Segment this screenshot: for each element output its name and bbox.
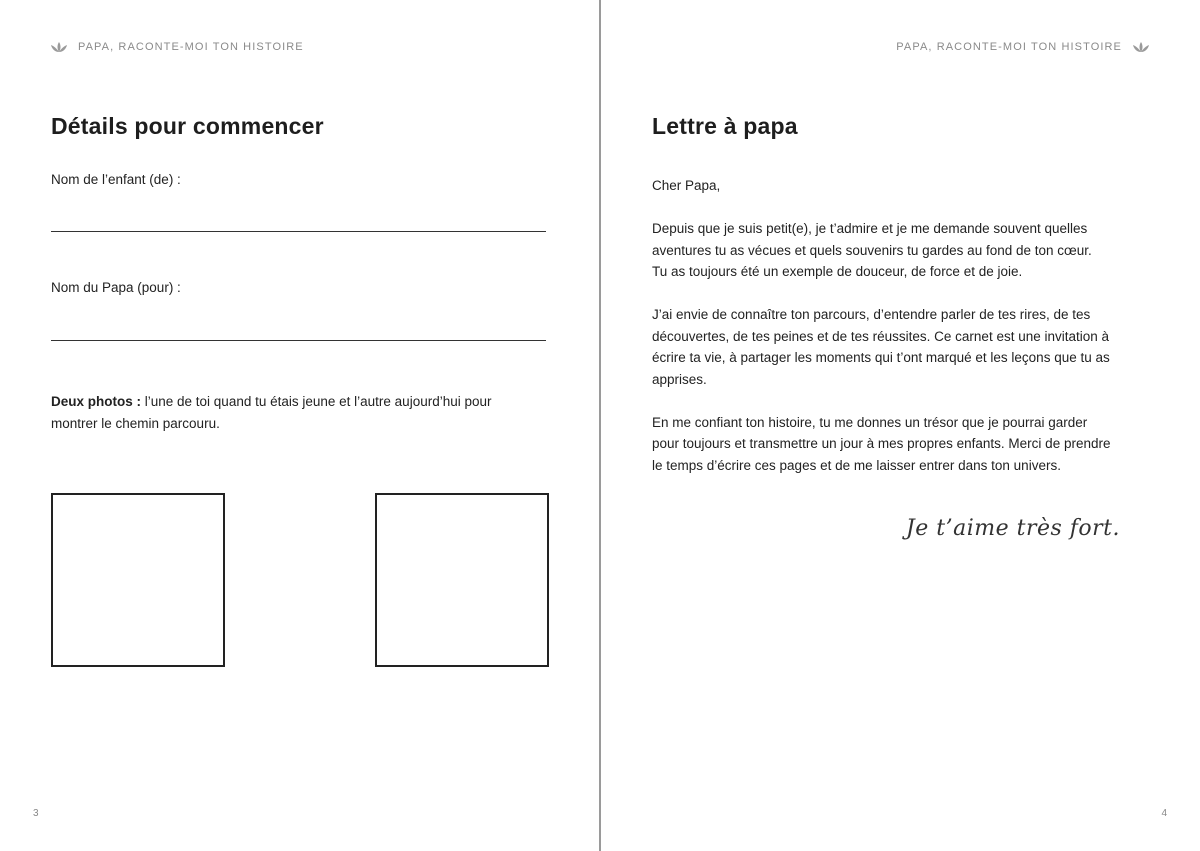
- lotus-icon: [50, 41, 68, 53]
- letter-line: écrire ta vie, à partager les moments qui t’ont marqué et les leçons que tu as: [652, 350, 1110, 365]
- photos-description: l’une de toi quand tu étais jeune et l’autre aujourd’hui pour montrer le chemin parcouru.: [51, 394, 492, 431]
- letter-line: En me confiant ton histoire, tu me donnes un trésor que je pourrai garder: [652, 414, 1088, 430]
- page-title: Détails pour commencer: [51, 113, 324, 139]
- running-head-text: PAPA, RACONTE-MOI TON HISTOIRE: [896, 41, 1122, 53]
- photos-label: Deux photos :: [51, 394, 141, 409]
- letter-greeting: Cher Papa,: [652, 178, 721, 193]
- letter-line: Tu as toujours été un exemple de douceur, de force et de joie.: [652, 264, 1023, 279]
- letter-line: Depuis que je suis petit(e), je t’admire et je me demande souvent quelles: [652, 221, 1088, 236]
- letter-paragraph-1: [652, 218, 1152, 283]
- letter-paragraph-2: [652, 304, 1152, 390]
- letter-line: découvertes, de tes peines et de tes réussites. Ce carnet est une invitation à: [652, 328, 1110, 344]
- photo-frame-today[interactable]: [375, 493, 549, 667]
- letter-paragraph-3: [652, 412, 1152, 477]
- child-name-label: Nom de l’enfant (de) :: [51, 172, 181, 187]
- lotus-icon: [1132, 41, 1150, 53]
- running-head: [896, 41, 1150, 53]
- dad-name-line[interactable]: [51, 340, 546, 341]
- dad-name-label: Nom du Papa (pour) :: [51, 280, 181, 295]
- page-title: Lettre à papa: [652, 113, 798, 139]
- photo-frame-young[interactable]: [51, 493, 225, 667]
- child-name-line[interactable]: [51, 231, 546, 232]
- letter-line: aventures tu as vécues et quels souvenirs tu gardes au fond de ton cœur.: [652, 242, 1092, 258]
- page-number: 4: [1161, 808, 1167, 819]
- letter-line: pour toujours et transmettre un jour à mes propres enfants. Merci de prendre: [652, 436, 1111, 451]
- photos-instructions: [51, 391, 541, 435]
- running-head-text: PAPA, RACONTE-MOI TON HISTOIRE: [78, 41, 304, 53]
- letter-line: apprises.: [652, 371, 707, 387]
- page-number: 3: [33, 808, 39, 819]
- right-page: [601, 0, 1200, 851]
- letter-signature: Je t’aime très fort.: [905, 516, 1120, 541]
- letter-body: [652, 175, 1152, 498]
- running-head: [50, 41, 304, 53]
- letter-line: le temps d’écrire ces pages et de me laisser entrer dans ton univers.: [652, 457, 1061, 473]
- letter-line: J’ai envie de connaître ton parcours, d’entendre parler de tes rires, de tes: [652, 307, 1091, 322]
